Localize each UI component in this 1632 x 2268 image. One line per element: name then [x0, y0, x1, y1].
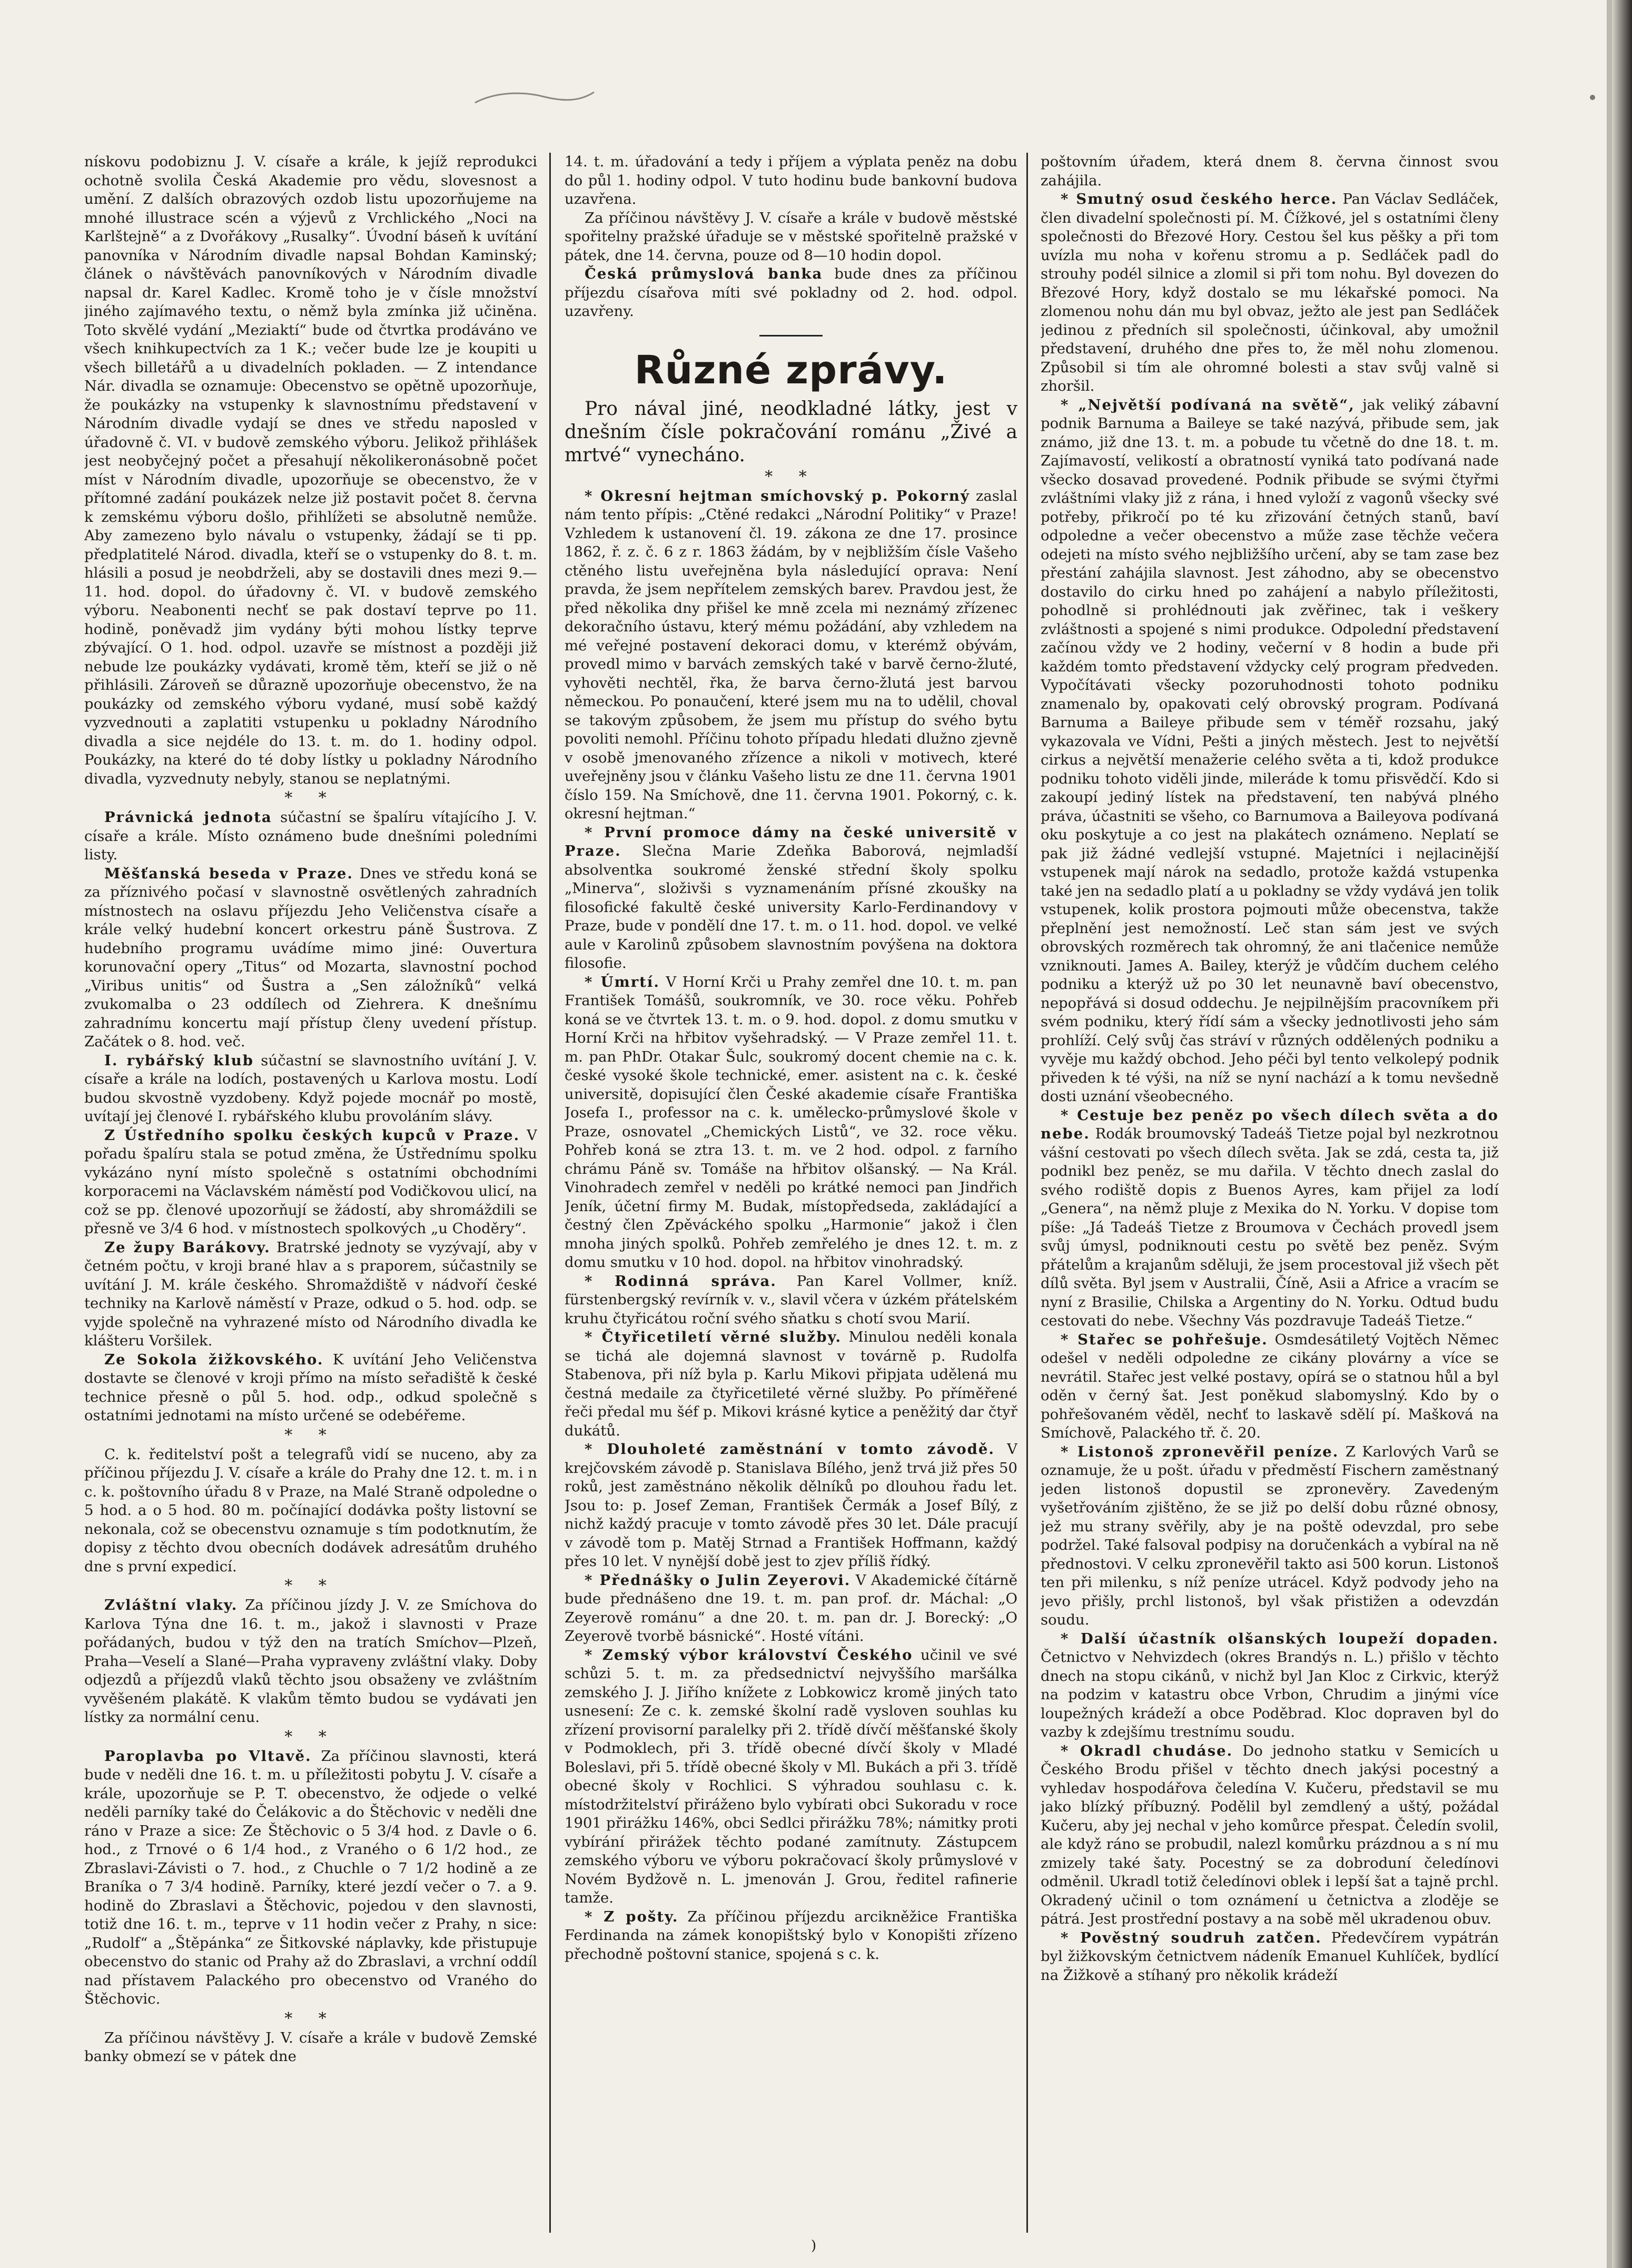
article-lead: Měšťanská beseda v Praze.: [104, 865, 353, 882]
article-lead: * Cestuje bez peněz po všech dílech světa a do nebe.: [1041, 1106, 1499, 1142]
article-text: Osmdesátiletý Vojtěch Němec odešel v neděli odpoledne ze cikány plovárny a více se nevrátil. Stařec jest velké postavy, opírá se o statnou hůl a byl oděn v černý šat. Jest poněkud slabomyslný. Kdo by o pohřešovaném věděl, nechť to laskavě sdělí pí. Mašková na Smíchově, Palackého tř. č. 20.: [1041, 1331, 1499, 1441]
column-3: [1041, 153, 1499, 2233]
article-ustredni: [84, 1126, 537, 1239]
article-promoce: [565, 824, 1017, 973]
article-lead: * „Největší podívaná na světě“,: [1061, 396, 1355, 413]
article-chudas: [1041, 1742, 1499, 1929]
article-text: Minulou neděli konala se tichá ale dojemná slavnost v továrně p. Rudolfa Stabenova, při níž byla p. Karlu Mikovi připjata udělená mu čestná medaile za čtyřicetileté věrné služby. Po příměřené řeči předal mu šéf p. Mikovi krásné kytice a peněžitý dar čtyř dukátů.: [565, 1329, 1017, 1439]
separator: * *: [765, 467, 817, 486]
article-lead: * Smutný osud českého herce.: [1061, 191, 1338, 207]
article-text: Bratrské jednoty se vyzývají, aby v četném počtu, v kroji brané hlav a s praporem, súčastnily se uvítání J. M. krále českého. Shromaždiště v nádvoří české techniky na Karlově náměstí v Praze, odkud o 5. hod. odp. se vyjde společně na vyhrazené místo od Národního divadla ke klášteru Voršilek.: [84, 1239, 537, 1349]
column-1: [84, 153, 537, 2233]
article-text: Rodák broumovský Tadeáš Tietze pojal byl nezkrotnou vášní cestovati po všech dílech světa. Jak se zdá, cesta ta, již podnikl bez peněz, se mu dařila. V těchto dnech zaslal do svého rodiště dopis z Buenos Ayres, kam přijel za lodí „Genera“, na němž plujе z Mexika do N. Yorku. V dopise tom píše: „Já Tadeáš Tietze z Broumova v Čechách provedl jsem svůj úmysl, podniknouti cestu po světě bez peněz. Svým přátelům a krajanům sděluji, že jsem procestoval již všech pět dílů světa. Byl jsem v Australii, Číně, Asii a Africe a vracím se nyní z Brasilie, Chilska a Argentiny do N. Yorku. Odtud budu cestovati do nebe. Všechny Vás pozdravuje Tadeáš Tietze.“: [1041, 1125, 1499, 1329]
article-lead: Zvláštní vlaky.: [104, 1597, 238, 1613]
column-divider: [1026, 153, 1028, 2233]
article-text: Pan Karel Vollmer, kníž. fürstenbergský revírník v. v., slavil včera v úzkém přátelském kruhu čtyřicátou roční svého sňatku s chotí svou Marií.: [565, 1272, 1017, 1327]
article-text: K uvítání Jeho Veličenstva dostavte se členové v kroji přímo na místo seřadiště k české technice přesně o půl 5. hod. odp., odkud společně s ostatními jednotami na místo určené se odebéřeme.: [84, 1351, 537, 1424]
article-paroplavba: [84, 1747, 537, 2009]
article-umrti: [565, 973, 1017, 1272]
article-text: Za příčinou jízdy J. V. ze Smíchova do Karlova Týna dne 16. t. m., jakož i slavnosti v Praze pořádaných, budou v týž den na tratích Smíchov—Plzeň, Praha—Veselí a Slané—Praha vypraveny zvláštní vlaky. Doby odjezdů a příjezdů vlaků těchto jsou obsaženy ve zvláštním vyvěšeném plakátě. K vlakům těmto budou se vydávati jen lístky za normální cenu.: [84, 1597, 537, 1726]
article-loupez: [1041, 1630, 1499, 1742]
article-posta: C. k. ředitelství pošt a telegrafů vidí se nuceno, aby za příčinou příjezdu J. V. císaře a krále do Prahy dne 12. t. m. i n c. k. poštovního úřadu 8 v Praze, na Malé Straně odpoledne o 5 hod. a o 5 hod. 80 m. počínající dodávka pošty listovní se nekonala, což se obecenstvu oznamuje s tím podotknutím, že dopisy z těchto dvou obecních dodávek adresátům druhého dne s první expedicí.: [84, 1445, 537, 1575]
article-lead: * Stařec se pohřešuje.: [1061, 1331, 1268, 1348]
article-text: bude dnes za příčinou příjezdu císařova míti své pokladny od 2. hod. odpol. uzavřeny.: [565, 265, 1017, 320]
article-prumyslova-banka: [565, 265, 1017, 321]
article-text: zaslal nám tento přípis: „Ctěné redakci „Národní Politiky“ v Praze! Vzhledem k ustanovení čl. 19. zákona ze dne 17. prosince 1862, ř. z. č. 6 z r. 1863 žádám, by v nejbližším čísle Vašeho ctěného listu uveřejněna byla následující oprava: Není pravda, že jsem nepřítelem zemských barev. Pravdou jest, že před několika dny přišel ke mně zcela mi neznámý zřízenec dekoračního ústavu, který mému požádání, aby vzhledem na mé veřejné postavení dekoraci domu, v kterémž obývám, provedl mimo v barvách zemských také v barvě černo-žluté, vyhověti nechtěl, řka, že barva černo-žlutá jest barvou německou. Po ponaučení, které jsem mu na to udělil, choval se takovým způsobem, že jsem mu přístup do svého bytu povoliti nemohl. Příčinu tohoto případu hledati dlužno zjevně v osobě jmenovaného zřízence a nikoli v motivech, které uveřejněny jsou v článku Vašeho listu ze dne 11. června 1901 číslo 159. Na Smíchově, dne 11. června 1901. Pokorný, c. k. okresní hejtman.“: [565, 487, 1017, 822]
article-zatcen: [1041, 1929, 1499, 1985]
article-lead: * Dlouholeté zaměstnání v tomto závodě.: [585, 1441, 995, 1458]
article-lead: Z Ústředního spolku českých kupců v Praze.: [104, 1126, 520, 1144]
article-text: V krejčovském závodě p. Stanislava Bílého, jenž trvá již přes 50 roků, jest zaměstnáno několik dělníků po dlouhou řadu let. Jsou to: p. Josef Zeman, František Čermák a Josef Bílý, z nichž každý pracuje v tomto závodě přes 30 let. Dále pracují v závodě tom p. Matěj Strnad a František Hoffmann, každý přes 10 let. V nynější době jest to zjev příliš řídký.: [565, 1441, 1017, 1570]
article-prednasky: [565, 1571, 1017, 1646]
article-text: V Horní Krči u Prahy zemřel dne 10. t. m. pan František Tomášů, soukromník, ve 30. roce věku. Pohřeb koná se ve čtvrtek 13. t. m. o 9. hod. dopol. z domu smutku v Horní Krči na hřbitov vyšehradský. — V Praze zemřel 11. t. m. pan PhDr. Otakar Šulc, soukromý docent chemie na c. k. české vysoké škole technické, emer. asistent na c. k. české universitě, dopisující člen České akademie císaře Františka Josefa I., professor na c. k. umělecko-průmyslové škole v Praze, osnovatel „Chemických Listů“, ve 32. roce věku. Pohřeb koná se ztra 13. t. m. ve 2 hod. odpol. z farního chrámu Páně sv. Tomáše na hřbitov olšanský. — Na Král. Vinohradech zemřel v neděli po krátké nemoci pan Jindřich Jeník, účetní firmy M. Budak, místopředseda, zakládající a čestný člen Zpěváckého spolku „Harmonie“ jakož i člen mnoha jiných spolků. Pohřeb zemřelého je dnes 12. t. m. z domu smutku v 10 hod. dopol. na hřbitov vinohradský.: [565, 973, 1017, 1271]
article-intro: nískovu podobiznu J. V. císaře a krále, k jejíž reprodukci ochotně svolila Česká Akademie pro vědu, slovesnost a umění. Z dalších obrazových ozdob listu upozorňujeme na mnohé illustrace scén a výjevů z Vrchlického „Noci na Karlštejně“ a z Dvořákovy „Rusalky“. Úvodní báseň k uvítání panovníka v Národním divadle napsal Bohdan Kaminský; článek o návštěvách panovníkových v Národním divadle napsal dr. Karel Kadlec. Kromě toho je v čísle množství jiného zajímavého textu, o němž byla zmínka již učiněna. Toto skvělé vydání „Meziaktí“ bude od čtvrtka prodáváno ve všech knihkupectvích za 1 K.; večer bude lze je koupiti u všech billetářů a u divadelních pokladen. — Z intendance Nár. divadla se oznamuje: Obecenstvo se opětně upozorňuje, že poukázky na vstupenky k slavnostnímu představení v Národním divadle vydají se dnes ve středu naposled v úřadovně č. VI. v budově zemského výboru. Jelikož přihlášek jest neobyčejný počet a přesahují několikeronásobně počet míst v Národním divadle, upozorňuje se obecenstvo, že v přítomné zadání poukázek nelze již postavit počet 8. června k zemskému výboru došlo, přihlížeti se absolutně nemůže. Aby zamezeno bylo návalu o vstupenky, žádají se ti pp. předplatitelé Národ. divadla, kteří se o vstupenky do 8. t. m. hlásili a posud je neobdrželi, aby se dostavili dnes mezi 9.—11. hod. dopol. do úřadovny č. VI. v budově zemského výboru. Neabonenti nechť se pak dostaví teprve po 11. hodině, poněvadž jim vydány býti mohou lístky teprve zbývající. O 1. hod. odpol. uzavře se místnost a později již nebude lze poukázky vydávati, kromě těm, kteří se již o ně přihlásili. Zároveň se důrazně upozorňuje obecenstvo, že na poukázky od zemského výboru vydané, musí sobě každý vyzvednouti a zaplatiti vstupenku u pokladny Národního divadla a sice nejdéle do 13. t. m. do 1. hodiny odpol. Poukázky, na které do té doby lístky u pokladny Národního divadla, vyzvednuty nebyly, stanou se neplatnými.: [84, 153, 537, 787]
article-text: V Akademické čítárně bude přednášeno dne 19. t. m. pan prof. dr. Máchal: „O Zeyerově románu“ a dne 20. t. m. pan dr. J. Borecký: „O Zeyerově tvorbě básnické“. Hosté vítáni.: [565, 1571, 1017, 1645]
article-text: jak veliký zábavní podnik Barnuma a Baileye se také nazývá, přibude sem, jak známo, již dne 13. t. m. a pobude tu včetně do dne 18. t. m. Zajímavostí, velikostí a obratností vyniká tato podívaná nade všecko dosavad provedené. Podnik přibude se svými čtyřmi zvláštními vlaky již z rána, i hned vyloží z vagonů všecky své potřeby, přikročí po té ku zřizování četných stanů, baví odpoledne a večer obecenstvo a műže zase těchže večera odejeti na místo svého nejbližšího určení, aby se tam zase bez přestání zahájila slavnost. Jest záhodno, aby se obecenstvo dostavilo do cirku hned po zahájení a nabylo příležitosti, pohodlně si prohlédnouti jak zvěřinec, tak i veškery zvláštnosti a spojené s nimi produkce. Odpolední představení začínou vždy ve 2 hodiny, večerní v 8 hodin a bude při každém tomto představení vždycky celý program předveden. Vypočítávati všecky pozoruhodnosti tohoto podniku znamenalo by, opakovati celý obrovský program. Podívaná Barnuma a Baileye přibude sem v téměř rozsahu, jaký vykazovala ve Vídni, Pešti a jiných městech. Jest to největší cirkus a největší menažerie celého světa a ti, kdož produkce podniku tohoto viděli jinde, mileráde k tomu přisvědčí. Kdo si zakoupí jediný lístek na představení, ten nabývá plného práva, účastniti se všeho, co Barnumova a Baileyova podívaná oku poskytuje a co jest na plakátech oznámeno. Neplatí se pak již žádné vedlejší vstupné. Majetníci i nejlacinější vstupenek mají nárok na sedadlo, protože každá vstupenka také jen na sedadlo platí a u pokladny se vždy vydává jen tolik vstupenek, kolik prostora pojmouti může obecenstva, takže přeplnění jest nemožností. Leč stan sám jest ve svých obrovských rozměrech tak ohromný, že ani tlačenice nemůže vzniknouti. James A. Bailey, kterýž je vůdčím duchem celého podniku a kterýž už po 30 let neunavně baví obecenstvo, nepopřává si dosud oddechu. Je nejpilnějším pracovníkem při svém podniku, který řídí sám a všecky jednotlivosti jeho sám prohlíží. Celý svůj čas stráví v různých oddělených podniku a vyvěje mu každý obchod. Jeho péči byl tento velkolepý podnik přiveden k té výši, na níž se nyní nachází a k tomu nevšedně dosti uznání všeobecného.: [1041, 396, 1499, 1105]
article-tietze: [1041, 1106, 1499, 1331]
article-lead: * Rodinná správa.: [585, 1272, 777, 1290]
article-rybarsky: [84, 1052, 537, 1126]
article-lead: I. rybářský klub: [104, 1052, 254, 1069]
article-text: Četnictvo v Nehvizdech (okres Brandýs n. L.) přišlo v těchto dnech na stopu cikánů, v nichž byl Jan Kloc z Cirkvic, kterýž na podzim v katastru obce Vrbon, Chrudim a jinými více loupežných krádeží a obce Poděbrad. Kloc dopraven byl do vazby k zdejšímu trestnímu soudu.: [1041, 1649, 1499, 1740]
article-lead: Česká průmyslová banka: [585, 265, 823, 282]
article-herce: [1041, 190, 1499, 396]
article-starec: [1041, 1331, 1499, 1443]
article-lead: * Okradl chudáse.: [1061, 1742, 1233, 1759]
article-lead: * Z pošty.: [585, 1908, 679, 1925]
separator: * *: [284, 2009, 337, 2028]
article-text: Za příčinou slavnosti, která bude v neděli dne 16. t. m. u příležitosti pobytu J. V. císaře a krále, upozorňuje se P. T. obecenstvo, že odjede o velké neděli parníky také do Čelákovic a do Štěchovic v neděli dne ráno v Praze a sice: Ze Štěchovic o 5 3/4 hod. z Davle o 6. hod., z Trnové o 6 1/4 hod., z Vraného o 6 1/2 hod., ze Zbraslavi-Závisti o 7. hod., z Chuchle o 7 1/2 hodině a ze Braníka o 7 3/4 hodině. Parníky, které jezdí večer o 7. a 9. hodině do Zbraslavi a Štěchovic, pojedou v den slavnosti, totiž dne 16. t. m., teprve v 11 hodin večer z Prahy, n sice: „Rudolf“ a „Štěpánka“ ze Šitkovské náplavky, kde přistupuje obecenstvo do stanic od Prahy až do Zbraslavi, a vrchní oddíl nad přístavem Palackého pro obecenstvo od Vraného do Štěchovic.: [84, 1747, 537, 2007]
section-title: Různé zprávy.: [634, 347, 948, 393]
article-continued: 14. t. m. úřadování a tedy i příjem a výplata peněz na dobu do půl 1. hodiny odpol. V tuto hodinu bude bankovní budova uzavřena.: [565, 153, 1017, 207]
separator: * *: [284, 789, 337, 807]
article-text: Za příčinou příjezdu arcikněžice Františka Ferdinanda na zámek konopištský bylo v Konopišti zřízeno přechodně poštovní stanice, spojená s c. k.: [565, 1908, 1017, 1963]
article-lead: Ze Sokola žižkovského.: [104, 1351, 324, 1368]
article-lead: * Úmrtí.: [585, 973, 660, 991]
article-lead: * Pověstný soudruh zatčen.: [1061, 1929, 1322, 1946]
article-posty: [565, 1908, 1017, 1964]
article-lead: Paroplavba po Vltavě.: [104, 1747, 312, 1765]
article-pravnicka: [84, 808, 537, 865]
editorial-notice: Pro nával jiné, neodkladné látky, jest v dnešním čísle pokračování románu „Živé a mrtvé“ vynecháno.: [565, 398, 1017, 466]
footer-mark: ): [811, 2238, 817, 2254]
article-sporitelna: Za příčinou návštěvy J. V. císaře a krále v budově městské spořitelny pražské úřaduje se v městské spořitelně pražské v pátek, dne 14. června, pouze od 8—10 hodin dopol.: [565, 209, 1017, 264]
article-lead: * Přednášky o Julin Zeyerovi.: [585, 1571, 851, 1589]
article-lead: * První promoce dámy na české universitě v Praze.: [565, 824, 1017, 859]
separator: * *: [284, 1577, 337, 1595]
column-2: [565, 153, 1017, 2233]
article-zemsky: [565, 1646, 1017, 1908]
article-text: učinil ve své schůzi 5. t. m. za předsednictví nejvyššího maršálka zemského J. J. Jiřího knížete z Lobkowicz kromě jiných tato usnesení: Ze c. k. zemské školní radě vysloven souhlas ku zřízení provisorní paralelky při 2. třídě dívčí měšťanské školy v Podmoklech, při 3. třídě obecné dívčí školy v Mladé Boleslavi, při 5. třídě obecné školy v Ml. Bukách a při 3. třídě obecné školy v Rochlici. S výhradou souhlasu c. k. místodržitelství přiráženo bylo vybírati obci Sukoradu v roce 1901 přirážku 146%, obci Sedlci přirážku 78%; námitky proti vybírání přirážek těchto podané zamítnuty. Zástupcem zemského výboru ve výboru pokračovací školy průmyslové v Novém Bydžově n. L. jmenován J. Grou, ředitel rafinerie tamže.: [565, 1646, 1017, 1906]
article-lead: * Čtyřicetiletí věrné služby.: [585, 1329, 842, 1345]
article-sluzby: [565, 1328, 1017, 1440]
article-barak: [84, 1239, 537, 1351]
article-text: súčastní se slavnostního uvítání J. V. císaře a krále na lodích, postavených u Karlova mostu. Lodí budou skvostně vyzdobeny. Když pojede mocnář po mostě, uvítají jej členové I. rybářského klubu provoláním slávy.: [84, 1052, 537, 1125]
article-lead: * Listonoš zpronevěřil peníze.: [1061, 1443, 1339, 1460]
article-text: Do jednoho statku v Semicích u Českého Brodu přišel v těchto dnech jakýsi pocestný a vyhledav hospodářova čeledína V. Kučeru, představil se mu jako blízký příbuzný. Podělil byl zemdlený a uštý, požádal Kučeru, aby jej nechal v jeho komůrce přespat. Čeledín svolil, ale když ráno se probudil, nalezl komůrku prázdnou a s ní mu zmizely také šaty. Pocestný se za dobroduní čeledínovi odměnil. Ukradl totiž čeledínovi oblek i lepší šat a tajně prchl. Okradený učinil o tom oznámení u četnictva a zloděje se pátrá. Jest prostřední postavy a na sobě měl ukradenou obuv.: [1041, 1742, 1499, 1927]
article-lead: * Zemský výbor království Českého: [585, 1646, 913, 1663]
column-divider: [549, 153, 551, 2233]
article-text: V pořadu špalíru stala se potud změna, že Ústřednímu spolku vykázáno nyní místo společně s ostatními obchodními korporacemi na Václavském náměstí pod Vodičkovou ulicí, na což se pp. členové upozorňují se žádostí, aby shromáždili se přesně ve 3/4 6 hod. v místnostech spolkových „u Choděry“.: [84, 1126, 537, 1237]
separator: * *: [284, 1727, 337, 1746]
article-lead: * Okresní hejtman smíchovský p. Pokorný: [585, 487, 970, 504]
scan-speck: [1590, 95, 1595, 100]
article-lead: Právnická jednota: [104, 809, 272, 826]
page-edge-shadow: [1607, 0, 1612, 2268]
section-rule: [759, 335, 823, 336]
article-text: Předevčírem vypátrán byl žižkovským četnictvem nádeník Emanuel Kuhlíček, bydlící na Žižkově a stíhaný pro několik krádeží: [1041, 1929, 1499, 1984]
article-text: Pan Václav Sedláček, člen divadelní společnosti pí. M. Čížkové, jel s ostatními členy společnosti do Březové Hory. Cestou šel kus pěšky a při tom uvízla mu noha v kořenu stromu a p. Sedláček padl do strouhy podél silnice a zlomil si při tom nohu. Byl dovezen do Březové Hory, když dostalo se mu lékařské pomoci. Na zlomenou nohu dán mu byl obvaz, ježto ale jest pan Sedláček jedinou z předních sil společnosti, účinkoval, aby umožnil představení, druhého dne přes to, že měl nohu zlomenou. Způsobil si tím ale ohromné bolesti a stav svůj valně si zhoršil.: [1041, 191, 1499, 394]
article-lead: * Další účastník olšanských loupeží dopaden.: [1061, 1630, 1499, 1647]
article-mestanska: [84, 865, 537, 1052]
separator: * *: [284, 1425, 337, 1444]
article-listonos: [1041, 1443, 1499, 1630]
page-edge: [1612, 0, 1632, 2268]
article-text: Dnes ve středu koná se za příznivého počasí v slavnostně osvětlených zahradních místnostech na oslavu příjezdu Jeho Veličenstva císaře a krále velký hudební koncert orkestru páně Šustrova. Z hudebního programu uvádíme mimo jiné: Ouvertura korunovační opery „Titus“ od Mozarta, slavnostní pochod „Viribus unitis“ od Šustra a „Sen záložníků“ velká zvukomalba o 23 oddílech od Ziehrera. K dnešnímu zahradnímu koncertu mají přístup členy uvedení přístup. Začátek o 8. hod. več.: [84, 865, 537, 1050]
article-continued: poštovním úřadem, která dnem 8. června činnost svou zahájila.: [1041, 153, 1499, 189]
article-text: súčastní se špalíru vítajícího J. V. císaře a krále. Místo oznámeno bude dnešními poledními listy.: [84, 809, 537, 863]
article-barnum: [1041, 396, 1499, 1106]
article-lead: Ze župy Barákovy.: [104, 1239, 271, 1256]
article-banka: Za příčinou návštěvy J. V. císaře a krále v budově Zemské banky obmezí se v pátek dne: [84, 2029, 537, 2065]
article-zamestnani: [565, 1440, 1017, 1571]
article-sokol: [84, 1351, 537, 1425]
article-hejtman: [565, 487, 1017, 824]
pencil-scribble: [474, 87, 595, 108]
article-rodinna: [565, 1272, 1017, 1329]
article-text: Z Karlových Varů se oznamuje, že u pošt. úřadu v předměstí Fischern zaměstnaný jeden listonoš dopustil se zpronevěry. Zavedeným vyšetřováním zjištěno, že se již po delší dobu různé obnosy, jež mu strany svěřily, aby je na poště odevzdal, pro sebe podržel. Také falsoval podpisy na doručenkách a vybíral na ně přednostovi. V celku zpronevěřil takto asi 500 korun. Listonoš ten při milenku, s níž peníze utrácel. Když podvody jeho na jevo přišly, prchl listonoš, byl však přistižen a odevzdán soudu.: [1041, 1443, 1499, 1628]
article-vlaky: [84, 1596, 537, 1727]
article-text: Slečna Marie Zdeňka Baborová, nejmladší absolventka soukromé ženské střední školy spolku „Minerva“, složivši s vyznamenáním přísné zkoušky na filosofické fakultě české university Karlo-Ferdinandovy v Praze, bude v pondělí dne 17. t. m. o 11. hod. dopol. ve velké aule v Karolinů způsobem slavnostním povýšena na doktora filosofie.: [565, 843, 1017, 972]
